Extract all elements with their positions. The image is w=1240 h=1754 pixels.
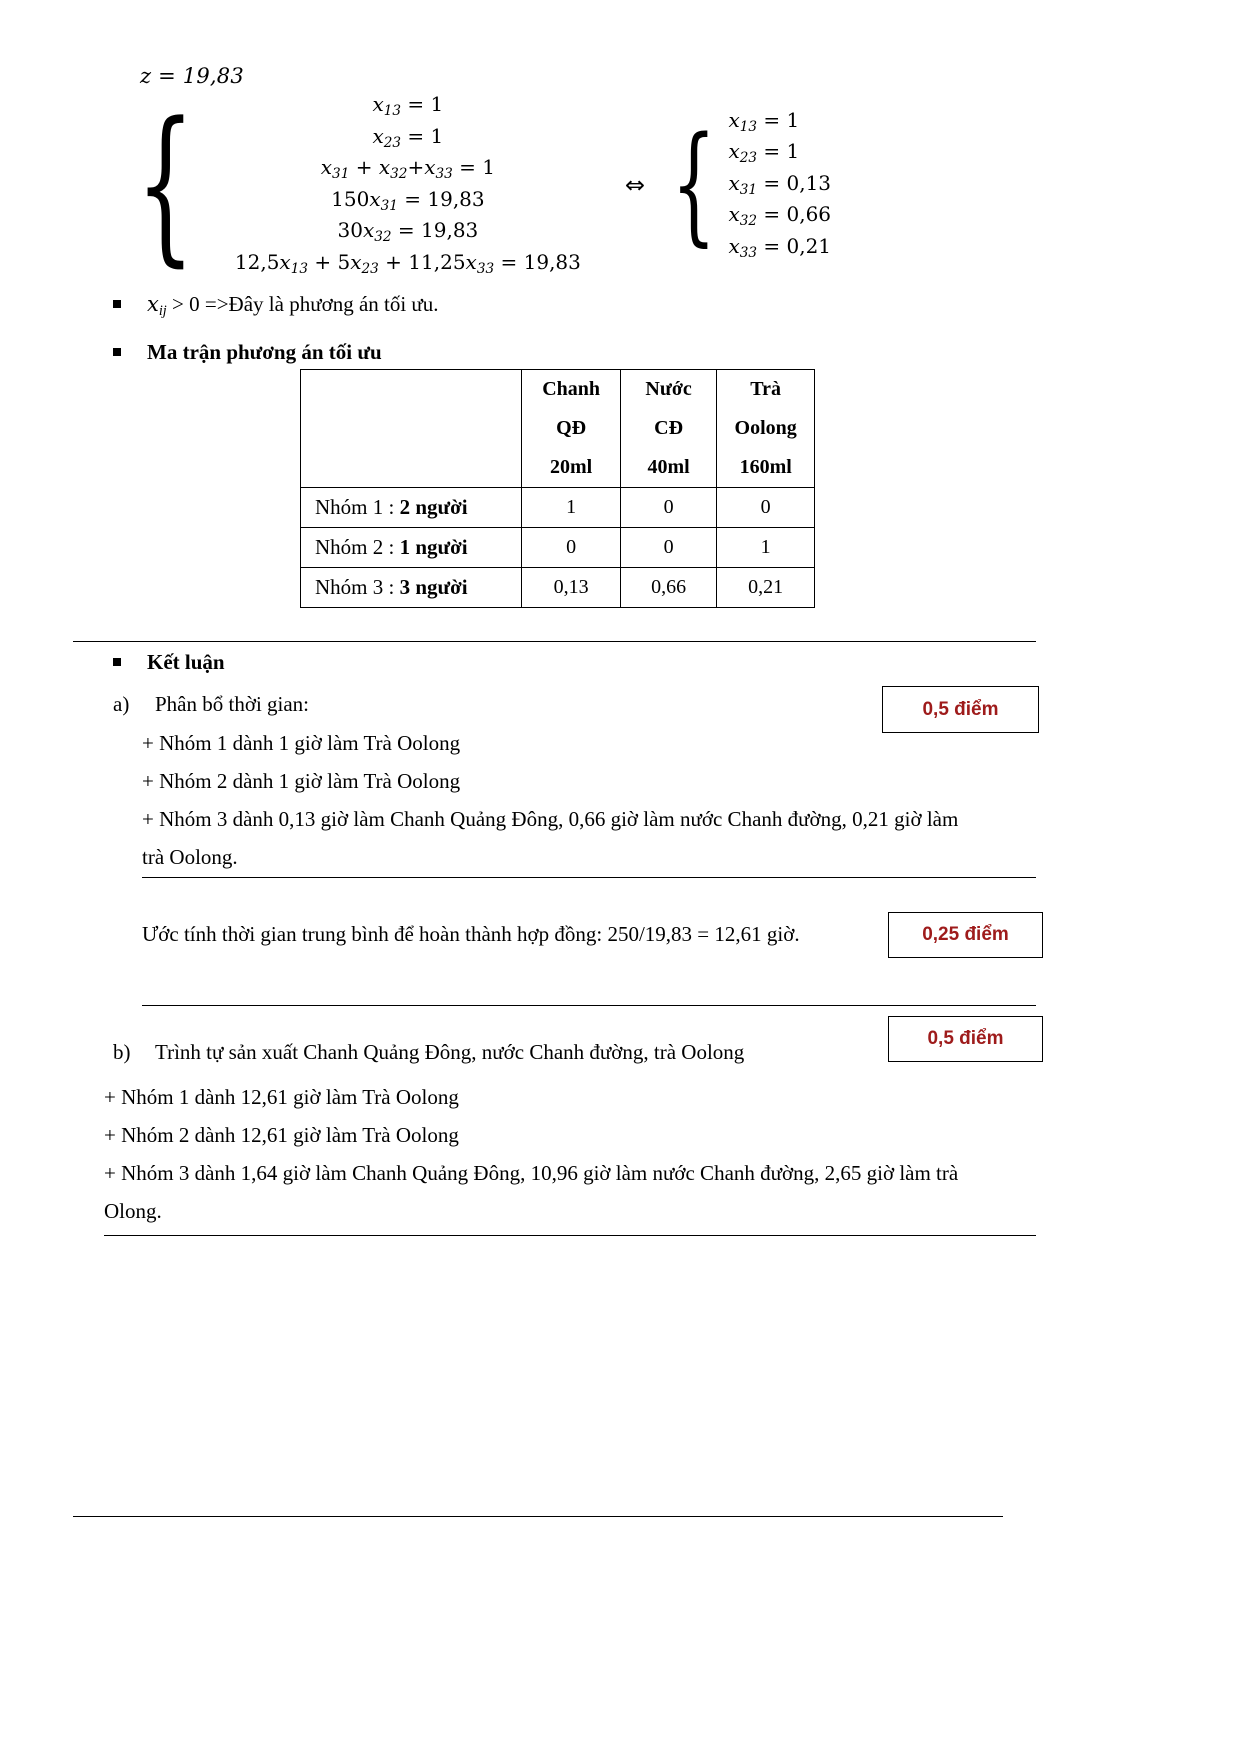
- equation-line: $150x_{31} = 19,83$: [331, 186, 485, 214]
- optimal-plan-matrix-table: [300, 369, 815, 608]
- b-line-2: + Nhóm 2 dành 12,61 giờ làm Trà Oolong: [104, 1123, 459, 1147]
- column-header-chanh-qd: Chanh QĐ 20ml: [522, 370, 621, 488]
- right-equation-system: [659, 106, 893, 264]
- bullet-conclusion-heading: [113, 650, 225, 675]
- cell-value: 0,13: [522, 568, 621, 608]
- cell-value: 0,66: [620, 568, 716, 608]
- square-bullet-icon: [113, 300, 121, 308]
- b-line-4: Olong.: [104, 1199, 162, 1223]
- right-brace-icon: {: [671, 109, 717, 259]
- score-badge-estimate: 0,25 điểm: [888, 912, 1043, 958]
- item-b-text: Trình tự sản xuất Chanh Quảng Đông, nước Chanh đường, trà Oolong: [155, 1040, 745, 1064]
- conclusion-item-b: [113, 1035, 873, 1069]
- equation-line: $x_{31} = 0,13$: [728, 170, 832, 198]
- row-label-nhom-3: Nhóm 3 : 3 người: [301, 568, 522, 608]
- b-line-3: + Nhóm 3 dành 1,64 giờ làm Chanh Quảng Đông, 10,96 giờ làm nước Chanh đường, 2,65 giờ làm trà: [104, 1161, 959, 1185]
- equation-line: $x_{23} = 1$: [372, 123, 444, 151]
- cell-value: 0: [717, 488, 815, 528]
- equation-systems: [118, 85, 878, 282]
- cell-value: 1: [522, 488, 621, 528]
- a-line-1: + Nhóm 1 dành 1 giờ làm Trà Oolong: [142, 731, 461, 755]
- footer-divider: [73, 1516, 1003, 1517]
- score-badge-b: 0,5 điểm: [888, 1016, 1043, 1062]
- left-brace-icon: {: [136, 85, 195, 282]
- equation-line: $x_{31} + x_{32}+x_{33} = 1$: [320, 155, 495, 182]
- section-divider-a: [142, 877, 1036, 878]
- equation-line: $x_{33} = 0,21$: [728, 233, 832, 261]
- matrix-heading-text: Ma trận phương án tối ưu: [147, 340, 382, 364]
- section-divider-top: [73, 641, 1036, 642]
- item-a-text: Phân bổ thời gian:: [155, 692, 310, 716]
- a-line-4: trà Oolong.: [142, 845, 238, 869]
- estimate-line: Ước tính thời gian trung bình để hoàn thành hợp đồng: 250/19,83 = 12,61 giờ.: [142, 922, 800, 946]
- equation-line: $x_{23} = 1$: [728, 139, 800, 167]
- row-label-nhom-2: Nhóm 2 : 1 người: [301, 528, 522, 568]
- table-row: [301, 568, 815, 608]
- optimal-check-text: > 0 =>Đây là phương án tối ưu.: [172, 292, 439, 316]
- section-divider-b: [104, 1235, 1036, 1236]
- cell-value: 0: [620, 528, 716, 568]
- cell-value: 0: [522, 528, 621, 568]
- conclusion-item-a: [113, 687, 813, 721]
- row-label-nhom-1: Nhóm 1 : 2 người: [301, 488, 522, 528]
- b-line-1: + Nhóm 1 dành 12,61 giờ làm Trà Oolong: [104, 1085, 459, 1109]
- equation-line: $x_{13} = 1$: [372, 92, 444, 119]
- a-line-3: + Nhóm 3 dành 0,13 giờ làm Chanh Quảng Đông, 0,66 giờ làm nước Chanh đường, 0,21 giờ làm: [142, 807, 959, 831]
- cell-value: 1: [717, 528, 815, 568]
- equation-line: $x_{13} = 1$: [728, 107, 800, 135]
- score-badge-a: 0,5 điểm: [882, 686, 1039, 733]
- equivalence-icon: ⇔: [624, 170, 645, 199]
- cell-value: 0,21: [717, 568, 815, 608]
- z-value-line: z = 19,83: [140, 64, 244, 88]
- square-bullet-icon: [113, 348, 121, 356]
- bullet-optimal-check: [113, 292, 439, 320]
- item-b-label: b): [113, 1040, 131, 1064]
- equation-block: [118, 64, 878, 282]
- cell-value: 0: [620, 488, 716, 528]
- conclusion-heading-text: Kết luận: [147, 650, 225, 674]
- column-header-tra-oolong: Trà Oolong 160ml: [717, 370, 815, 488]
- section-divider-estimate: [142, 1005, 1036, 1006]
- header-corner-cell: [301, 370, 522, 488]
- table-row: [301, 488, 815, 528]
- a-line-2: + Nhóm 2 dành 1 giờ làm Trà Oolong: [142, 769, 461, 793]
- variable-subscript: ij: [158, 302, 167, 319]
- bullet-matrix-heading: [113, 340, 382, 365]
- table-header-row: [301, 370, 815, 488]
- square-bullet-icon: [113, 658, 121, 666]
- left-equation-system: [118, 85, 603, 282]
- table-row: [301, 528, 815, 568]
- equation-line: $30x_{32} = 19,83$: [337, 218, 479, 245]
- equation-line: $x_{32} = 0,66$: [728, 202, 832, 230]
- equation-line: $12,5x_{13} + 5x_{23} + 11,25x_{33} = 19,83$: [234, 249, 581, 277]
- column-header-nuoc-cd: Nước CĐ 40ml: [620, 370, 716, 488]
- item-a-label: a): [113, 692, 130, 716]
- variable-x: x: [147, 292, 159, 316]
